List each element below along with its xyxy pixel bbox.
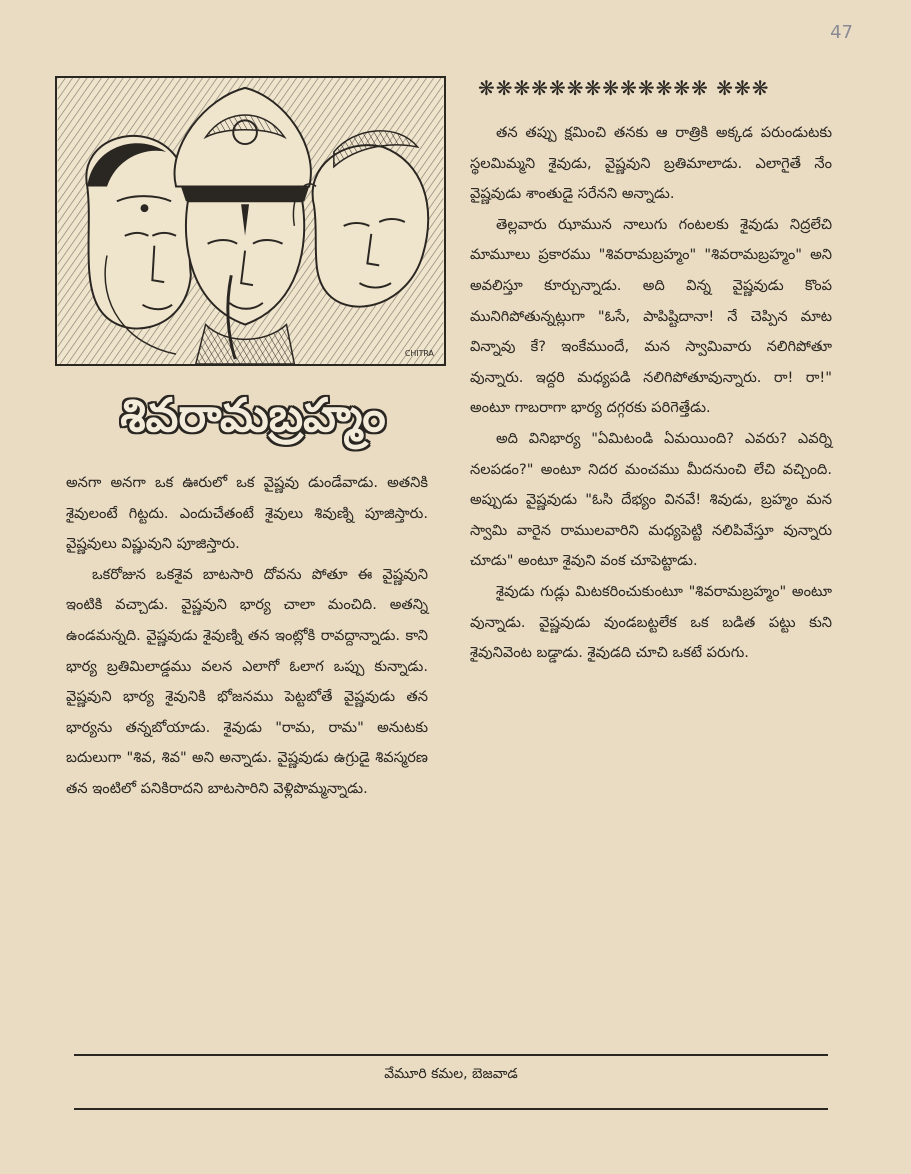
paragraph: అనగా అనగా ఒక ఊరులో ఒక వైష్ణవు డుండేవాడు. అతనికి శైవులంటే గిట్టదు. ఎందుచేతంటే శైవులు శివుణ్ని పూజిస్తారు. వైష్ణవులు విష్ణువుని పూజిస్తారు.: [66, 474, 428, 553]
paragraph: ఒకరోజున ఒకశైవ బాటసారి దోవను పోతూ ఈ వైష్ణవుని ఇంటికి వచ్చాడు. వైష్ణవుని భార్య చాలా మంచిది. అతన్ని ఉండమన్నది. వైష్ణవుడు శైవుణ్ని తన ఇంట్లోకి రావద్దాన్నాడు. కాని భార్య బ్రతిమిలాడ్డము వలన ఎలాగో ఓలాగ ఒప్పు కున్నాడు. వైష్ణవుని భార్య శైవునికి భోజనము పెట్టబోతే వైష్ణవుడు తన భార్యను తన్నబోయాడు. శైవుడు "రామ, రామ" అనుటకు బదులుగా "శివ, శివ" అని అన్నాడు. వైష్ణవుడు ఉగ్రుడై శివస్మరణ తన ఇంటిలో పనికిరాదని బాటసారిని వెళ్లిపొమ్మన్నాడు.: [66, 565, 428, 797]
paragraph: అది వినిభార్య "ఏమిటండి ఏమయింది? ఎవరు? ఎవర్ని నలపడం?" అంటూ నిదర మంచము మీదనుంచి లేచి వచ్చింది. అప్పుడు వైష్ణవుడు "ఓసి దేభ్యం వినవే! శివుడు, బ్రహ్మం మన స్వామి వారైన రాములవారిని మధ్యపెట్టి నలిపివేస్తూ వున్నారు చూడు" అంటూ శైవుని వంక చూపెట్టాడు.: [470, 429, 832, 570]
paragraph: తన తప్పు క్షమించి తనకు ఆ రాత్రికి అక్కడ పరుండుటకు స్థలమిమ్మని శైవుడు, వైష్ణవుని బ్రతిమాలాడు. ఎలాగైతే నేం వైష్ణవుడు శాంతుడై సరేనని అన్నాడు.: [470, 124, 832, 203]
author-credit: వేమూరి కమల, బెజవాడ: [384, 1066, 518, 1082]
story-title: శివరామబ్రహ్మం: [120, 388, 386, 442]
paragraph: తెల్లవారు ఝామున నాలుగు గంటలకు శైవుడు నిద్రలేచి మామూలు ప్రకారము "శివరామబ్రహ్మం" "శివరామబ్రహ్మం" అని అవలిస్తూ కూర్చున్నాడు. అది విన్న వైష్ణవుడు కొంప మునిగిపోతున్నట్లుగా "ఓసే, పాపిష్టిదానా! నే చెప్పిన మాట విన్నావు కే? ఇంకేముందే, మన స్వామివారు నలిగిపోతూ వున్నారు. ఇద్దరి మధ్యపడి నలిగిపోతూవున్నారు. రా! రా!" అంటూ గాబరాగా భార్య దగ్గరకు పరిగెత్తేడు.: [470, 215, 832, 417]
page-number: 47: [830, 22, 853, 43]
illustration-three-faces: [55, 76, 446, 366]
bottom-rule: [74, 1108, 828, 1110]
left-column: [66, 468, 428, 805]
right-column: [470, 118, 832, 669]
illustration-signature: CHITRA: [404, 349, 434, 359]
paragraph: శైవుడు గుడ్లు మిటకరించుకుంటూ "శివరామబ్రహ్మం" అంటూ వున్నాడు. వైష్ణవుడు వుండబట్టలేక ఒక బడిత పట్టు కుని శైవునివెంట బడ్డాడు. శైవుడది చూచి ఒకటే పరుగు.: [470, 582, 832, 662]
top-rule: [74, 1054, 828, 1056]
divider-stars: ❋❋❋❋❋❋❋❋❋❋❋❋❋ ❋❋❋: [478, 76, 770, 100]
